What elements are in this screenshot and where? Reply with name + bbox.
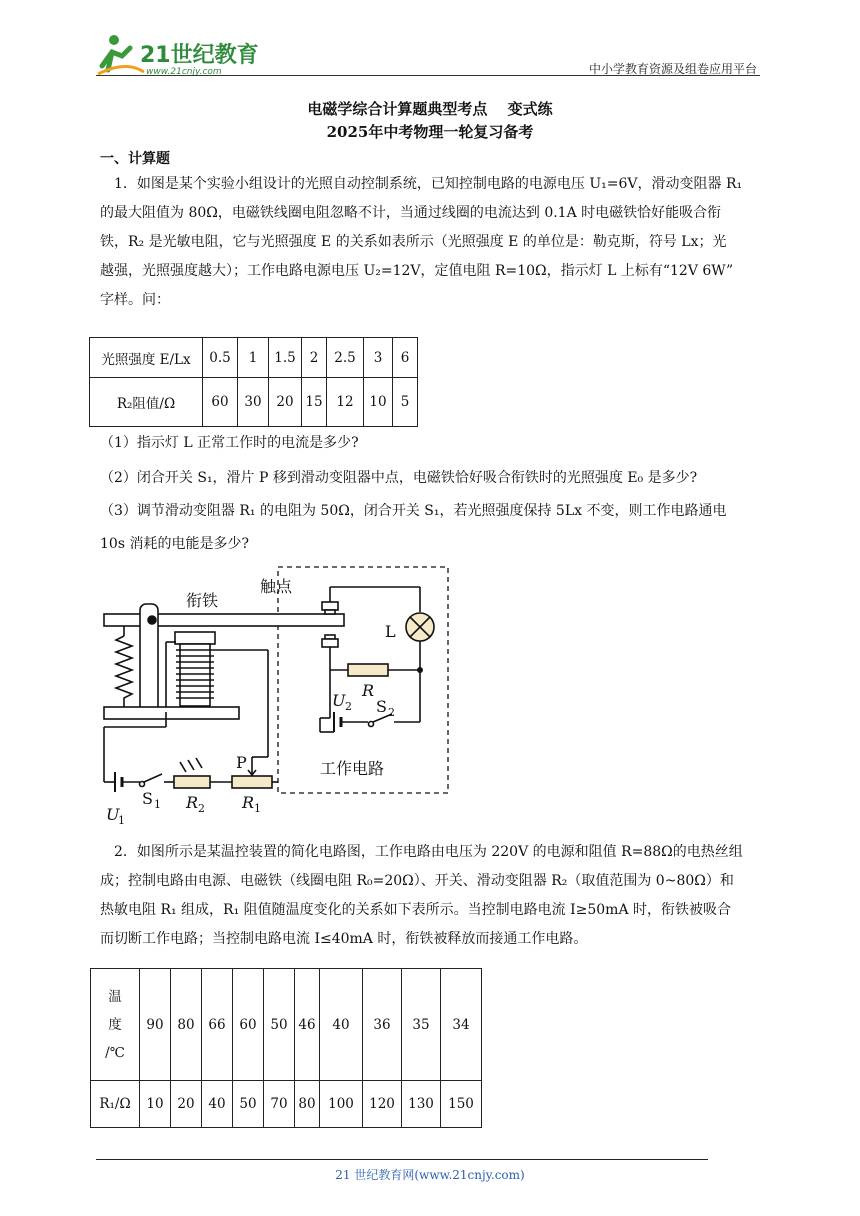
- label-s1: S: [142, 789, 153, 808]
- label-r2: R: [186, 793, 199, 812]
- q1-sub-question-3: （3）调节滑动变阻器 R₁ 的电阻为 50Ω，闭合开关 S₁，若光照强度保持 5Lx 不变，则工作电路通电: [100, 503, 727, 519]
- label-contact: 触点: [260, 577, 293, 596]
- table-cell: 40: [320, 969, 363, 1081]
- q2-line: 而切断工作电路；当控制电路电流 I≤40mA 时，衔铁被释放而接通工作电路。: [100, 931, 588, 947]
- q2-line: 热敏电阻 R₁ 组成，R₁ 阻值随温度变化的关系如下表所示。当控制电路电流 I≥50mA 时，衔铁被吸合: [100, 902, 732, 918]
- page-subtitle: 2025年中考物理一轮复习备考: [326, 123, 534, 141]
- label-s1-sub: 1: [154, 798, 161, 811]
- table-cell: 12: [327, 378, 364, 427]
- table-header-cell: R₁/Ω: [91, 1081, 140, 1128]
- table-cell: 30: [238, 378, 269, 427]
- table-header-cell: 光照强度 E/Lx: [90, 338, 203, 378]
- table-cell: 46: [295, 969, 320, 1081]
- label-lamp: L: [385, 622, 396, 641]
- table-cell: 6: [393, 338, 418, 378]
- circuit-diagram: [100, 562, 460, 832]
- label-armature: 衔铁: [186, 591, 219, 610]
- logo: [96, 30, 276, 78]
- table-cell: 50: [233, 1081, 264, 1128]
- table-cell: 40: [202, 1081, 233, 1128]
- label-r2-sub: 2: [198, 802, 205, 815]
- table-cell: 80: [295, 1081, 320, 1128]
- site-name: 中小学教育资源及组卷应用平台: [588, 62, 757, 76]
- table-cell: 0.5: [203, 338, 238, 378]
- table-cell: 10: [364, 378, 393, 427]
- label-work-circuit: 工作电路: [320, 759, 385, 778]
- runner-icon: [98, 35, 144, 74]
- table-cell: 36: [363, 969, 402, 1081]
- table-cell: 60: [203, 378, 238, 427]
- question-1-text: [100, 170, 762, 315]
- label-r1-sub: 1: [254, 802, 261, 815]
- q1-sub-question-2: （2）闭合开关 S₁，滑片 P 移到滑动变阻器中点，电磁铁恰好吸合衔铁时的光照强度 E₀ 是多少?: [100, 470, 698, 486]
- table-cell: 15: [302, 378, 327, 427]
- footer-divider: [96, 1159, 708, 1160]
- q1-line: 越强，光照强度越大）；工作电路电源电压 U₂=12V，定值电阻 R=10Ω，指示灯 L 上标有“12V 6W”: [100, 263, 734, 279]
- table-cell: 10: [140, 1081, 171, 1128]
- q1-sub-question-1: （1）指示灯 L 正常工作时的电流是多少?: [100, 435, 359, 451]
- svg-text:21世纪教育: 21世纪教育: [140, 43, 259, 68]
- table-cell: 3: [364, 338, 393, 378]
- table-header-cell: R₂阻值/Ω: [90, 378, 203, 427]
- table-cell: 130: [402, 1081, 441, 1128]
- table-cell: 100: [320, 1081, 363, 1128]
- label-resistor-r: R: [362, 681, 375, 700]
- table-cell: 35: [402, 969, 441, 1081]
- label-u1-sub: 1: [118, 814, 125, 827]
- table-cell: 20: [269, 378, 302, 427]
- table-cell: 150: [441, 1081, 482, 1128]
- table-cell: 120: [363, 1081, 402, 1128]
- label-s2: S: [376, 697, 387, 716]
- table-cell: 1.5: [269, 338, 302, 378]
- q1-sub-question-3-cont: 10s 消耗的电能是多少?: [100, 536, 249, 552]
- question-2-text: [100, 838, 762, 954]
- label-s2-sub: 2: [388, 706, 395, 719]
- q2-line: 成；控制电路由电源、电磁铁（线圈电阻 R₀=20Ω）、开关、滑动变阻器 R₂（取值范围为 0~80Ω）和: [100, 873, 734, 889]
- table-cell: 2.5: [327, 338, 364, 378]
- label-u2-sub: 2: [345, 700, 352, 713]
- label-slider-p: P: [236, 753, 247, 772]
- q1-line: 铁，R₂ 是光敏电阻，它与光照强度 E 的关系如表所示（光照强度 E 的单位是：勒克斯，符号 Lx；光: [100, 234, 727, 250]
- table-cell: 1: [238, 338, 269, 378]
- footer-link[interactable]: 21 世纪教育网(www.21cnjy.com): [335, 1168, 525, 1182]
- page-title: 电磁学综合计算题典型考点 变式练: [307, 100, 553, 118]
- q2-table: [90, 968, 482, 1128]
- table-cell: 34: [441, 969, 482, 1081]
- table-cell: 90: [140, 969, 171, 1081]
- table-cell: 80: [171, 969, 202, 1081]
- table-cell: 66: [202, 969, 233, 1081]
- table-cell: 50: [264, 969, 295, 1081]
- table-cell: 60: [233, 969, 264, 1081]
- header-divider: [96, 75, 760, 76]
- table-cell: 5: [393, 378, 418, 427]
- section-heading: 一、计算题: [100, 151, 170, 167]
- label-r1: R: [242, 793, 255, 812]
- svg-text:www.21cnjy.com: www.21cnjy.com: [146, 67, 222, 77]
- table-cell: 70: [264, 1081, 295, 1128]
- table-cell: 2: [302, 338, 327, 378]
- label-u2: U: [332, 691, 346, 710]
- label-u1: U: [106, 805, 120, 824]
- table-cell: 20: [171, 1081, 202, 1128]
- q1-line: 1．如图是某个实验小组设计的光照自动控制系统，已知控制电路的电源电压 U₁=6V，滑动变阻器 R₁: [114, 176, 743, 192]
- q1-table: [89, 337, 418, 427]
- q1-line: 字样。问：: [100, 292, 170, 308]
- q2-line: 2．如图所示是某温控装置的简化电路图，工作电路由电压为 220V 的电源和阻值 R=88Ω的电热丝组: [114, 844, 743, 860]
- table-header-cell: 温 度 /℃: [91, 969, 140, 1081]
- q1-line: 的最大阻值为 80Ω，电磁铁线圈电阻忽略不计，当通过线圈的电流达到 0.1A 时电磁铁恰好能吸合衔: [100, 205, 722, 221]
